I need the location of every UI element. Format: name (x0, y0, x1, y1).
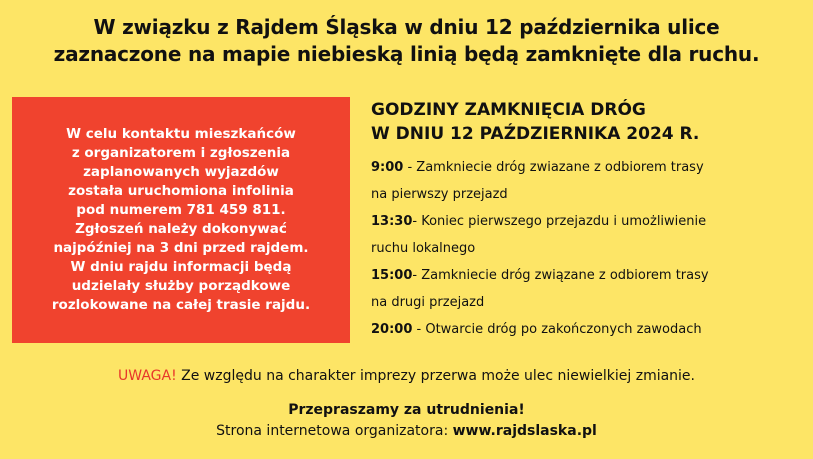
headline-line-1: W związku z Rajdem Śląska w dniu 12 października ulice (93, 15, 720, 39)
time-slot (371, 316, 791, 343)
info-line: Zgłoszeń należy dokonywać (75, 221, 287, 237)
slot-description: - Koniec pierwszego przejazdu i umożliwienie (412, 214, 707, 229)
slot-description: - Zamkniecie dróg zwiazane z odbiorem trasy (403, 160, 704, 175)
info-line: W dniu rajdu informacji będą (70, 259, 292, 275)
info-line: najpóźniej na 3 dni przed rajdem. (53, 240, 309, 256)
headline-line-2: zaznaczone na mapie niebieską linią będą zamknięte dla ruchu. (53, 42, 760, 66)
warning-text: Ze względu na charakter imprezy przerwa może ulec niewielkiej zmianie. (176, 368, 695, 384)
info-line: z organizatorem i zgłoszenia (71, 145, 291, 161)
time-slot (371, 208, 791, 262)
slot-time: 15:00 (371, 268, 413, 283)
info-line: udzielały służby porządkowe (71, 278, 291, 294)
info-line: zaplanowanych wyjazdów (83, 164, 279, 180)
hotline-info-text (52, 125, 310, 315)
time-slot (371, 262, 791, 316)
time-slot (371, 154, 791, 208)
closure-hours-title (371, 98, 791, 146)
slot-time: 20:00 (371, 322, 413, 337)
closure-hours-title-line-1: GODZINY ZAMKNIĘCIA DRÓG (371, 100, 646, 120)
organizer-site-link[interactable]: www.rajdslaska.pl (452, 423, 597, 439)
info-line: została uruchomiona infolinia (68, 183, 294, 199)
info-line: rozlokowane na całej trasie rajdu. (51, 297, 311, 313)
closure-hours-title-line-2: W DNIU 12 PAŹDZIERNIKA 2024 R. (371, 124, 700, 144)
slot-description-continued: na drugi przejazd (371, 295, 485, 310)
slot-description-continued: na pierwszy przejazd (371, 187, 508, 202)
hotline-info-box (12, 97, 350, 343)
info-line: pod numerem 781 459 811. (76, 202, 286, 218)
headline (20, 14, 793, 68)
apology-text: Przepraszamy za utrudnienia! (288, 402, 525, 418)
organizer-site-label: Strona internetowa organizatora: (216, 423, 453, 439)
slot-time: 13:30 (371, 214, 413, 229)
slot-description-continued: ruchu lokalnego (371, 241, 476, 256)
warning-label: UWAGA! (118, 368, 177, 384)
slot-description: - Zamkniecie dróg związane z odbiorem trasy (412, 268, 709, 283)
closure-hours-section (371, 98, 791, 343)
slot-time: 9:00 (371, 160, 404, 175)
warning-note (0, 365, 813, 387)
organizer-site-line (0, 421, 813, 442)
info-line: W celu kontaktu mieszkańców (66, 126, 296, 142)
footer (0, 400, 813, 442)
slot-description: - Otwarcie dróg po zakończonych zawodach (412, 322, 702, 337)
